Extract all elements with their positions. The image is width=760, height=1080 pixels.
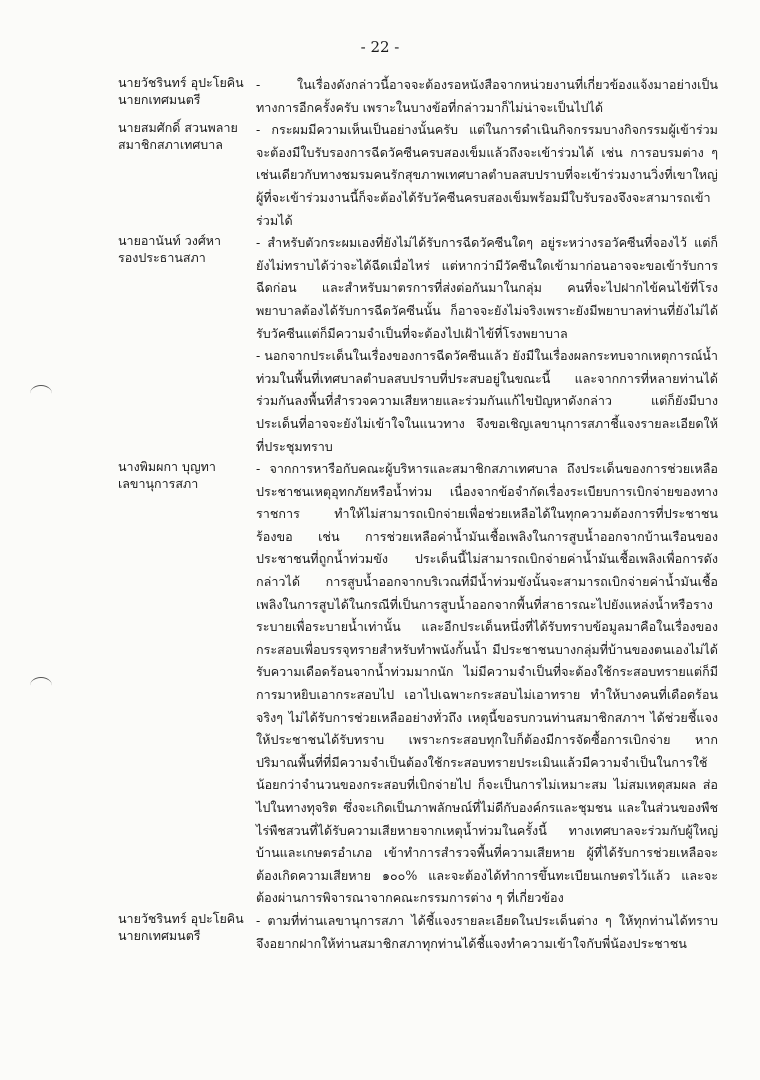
speech-entry xyxy=(118,910,718,955)
speech-paragraph: - สำหรับตัวกระผมเองที่ยังไม่ได้รับการฉีดวัคซีนใดๆ อยู่ระหว่างรอวัคซีนที่จองไว้ แต่ก็ยังไม่ทราบได้ว่าจะได้ฉีดเมื่อไหร่ แต่หากว่ามีวัคซีนใดเข้ามาก่อนอาจจะขอเข้ารับการฉีดก่อน และสำหรับมาตรการที่ส่งต่อกันมาในกลุ่ม คนที่จะไปฝากไข้คนไข้ที่โรงพยาบาลต้องได้รับการฉีดวัคซีนนั้น ก็อาจจะยังไม่จริงเพราะยังมีพยาบาลท่านที่ยังไม่ได้รับวัคซีนแต่ก็มีความจำเป็นที่จะต้องไปเฝ้าไข้ที่โรงพยาบาล xyxy=(256,235,718,341)
speech-body xyxy=(256,232,718,458)
punch-hole-mark xyxy=(30,677,52,694)
speaker-block xyxy=(118,232,256,266)
speech-entry xyxy=(118,458,718,910)
speech-entry xyxy=(118,119,718,232)
speaker-name: นายวัชรินทร์ อุปะโยคิน xyxy=(118,910,244,926)
speech-body xyxy=(256,119,718,232)
punch-hole-mark xyxy=(30,385,52,402)
speaker-name: นายสมศักดิ์ สวนพลาย xyxy=(118,120,238,136)
speaker-title: นายกเทศมนตรี xyxy=(118,92,201,107)
speech-paragraph: - ตามที่ท่านเลขานุการสภา ได้ชี้แจงรายละเอียดในประเด็นต่าง ๆ ให้ทุกท่านได้ทราบ จึงอยากฝากให้ท่านสมาชิกสภาทุกท่านได้ชี้แจงทำความเข้าใจกับพี่น้องประชาชน xyxy=(256,912,718,951)
speaker-name: นางพิมผกา บุญทา xyxy=(118,459,216,475)
speaker-block xyxy=(118,119,256,153)
page-number: - 22 - xyxy=(360,38,400,56)
speech-paragraph: - กระผมมีความเห็นเป็นอย่างนั้นครับ แต่ในการดำเนินกิจกรรมบางกิจกรรมผู้เข้าร่วมจะต้องมีใบรับรองการฉีดวัคซีนครบสองเข็มแล้วถึงจะเข้าร่วมได้ เช่น การอบรมต่าง ๆ เช่นเดียวกับทางชมรมคนรักสุขภาพเทศบาลตำบลสบปราบที่จะเข้าร่วมงานวิ่งที่เขาใหญ่ผู้ที่จะเข้าร่วมงานนี้ก็จะต้องได้รับวัคซีนครบสองเข็มพร้อมมีใบรับรองจึงจะสามารถเข้าร่วมได้ xyxy=(256,122,718,228)
speaker-title: นายกเทศมนตรี xyxy=(118,927,201,943)
minutes-body xyxy=(118,74,718,955)
speech-paragraph: - นอกจากประเด็นในเรื่องของการฉีดวัคซีนแล้ว ยังมีในเรื่องผลกระทบจากเหตุการณ์น้ำท่วมในพื้นที่เทศบาลตำบลสบปราบที่ประสบอยู่ในขณะนี้ และจากการที่หลายท่านได้ร่วมกันลงพื้นที่สำรวจความเสียหายและร่วมกันแก้ไขปัญหาดังกล่าว แต่ก็ยังมีบางประเด็นที่อาจจะยังไม่เข้าใจในแนวทาง จึงขอเชิญเลขานุการสภาชี้แจงรายละเอียดให้ที่ประชุมทราบ xyxy=(256,348,718,454)
speaker-block xyxy=(118,74,256,108)
speech-entry xyxy=(118,74,718,119)
speech-entry xyxy=(118,232,718,458)
speaker-title: สมาชิกสภาเทศบาล xyxy=(118,137,223,153)
speaker-title: รองประธานสภา xyxy=(118,250,206,266)
speaker-block xyxy=(118,458,256,492)
speech-body xyxy=(256,458,718,910)
speech-paragraph: - จากการหารือกับคณะผู้บริหารและสมาชิกสภาเทศบาล ถึงประเด็นของการช่วยเหลือประชาชนเหตุอุทกภัยหรือน้ำท่วม เนื่องจากข้อจำกัดเรื่องระเบียบการเบิกจ่ายของทางราชการ ทำให้ไม่สามารถเบิกจ่ายเพื่อช่วยเหลือได้ในทุกความต้องการที่ประชาชนร้องขอ เช่น การช่วยเหลือค่าน้ำมันเชื้อเพลิงในการสูบน้ำออกจากบ้านเรือนของประชาชนที่ถูกน้ำท่วมขัง ประเด็นนี้ไม่สามารถเบิกจ่ายค่าน้ำมันเชื้อเพลิงเพื่อการดังกล่าวได้ การสูบน้ำออกจากบริเวณที่มีน้ำท่วมขังนั้นจะสามารถเบิกจ่ายค่าน้ำมันเชื้อเพลิงในการสูบได้ในกรณีที่เป็นการสูบน้ำออกจากพื้นที่สาธารณะไปยังแหล่งน้ำหรือรางระบายเพื่อระบายน้ำเท่านั้น และอีกประเด็นหนึ่งที่ได้รับทราบข้อมูลมาคือในเรื่องของกระสอบเพื่อบรรจุทรายสำหรับทำพนังกั้นน้ำ มีประชาชนบางกลุ่มที่บ้านของตนเองไม่ได้รับความเดือดร้อนจากน้ำท่วมมากนัก ไม่มีความจำเป็นที่จะต้องใช้กระสอบทรายแต่ก็มีการมาหยิบเอากระสอบไป เอาไปเฉพาะกระสอบไม่เอาทราย ทำให้บางคนที่เดือดร้อนจริงๆ ไม่ได้รับการช่วยเหลืออย่างทั่วถึง เหตุนี้ขอรบกวนท่านสมาชิกสภาฯ ได้ช่วยชี้แจงให้ประชาชนได้รับทราบ เพราะกระสอบทุกใบก็ต้องมีการจัดซื้อการเบิกจ่าย หากปริมาณพื้นที่ที่มีความจำเป็นต้องใช้กระสอบทรายประเมินแล้วมีความจำเป็นในการใช้น้อยกว่าจำนวนของกระสอบที่เบิกจ่ายไป ก็จะเป็นการไม่เหมาะสม ไม่สมเหตุสมผล ส่อไปในทางทุจริต ซึ่งจะเกิดเป็นภาพลักษณ์ที่ไม่ดีกับองค์กรและชุมชน และในส่วนของพืชไร่พืชสวนที่ได้รับความเสียหายจากเหตุน้ำท่วมในครั้งนี้ ทางเทศบาลจะร่วมกับผู้ใหญ่บ้านและเกษตรอำเภอ เข้าทำการสำรวจพื้นที่ความเสียหาย ผู้ที่ได้รับการช่วยเหลือจะต้องเกิดความเสียหาย ๑๐๐% และจะต้องได้ทำการขึ้นทะเบียนเกษตรไว้แล้ว และจะต้องผ่านการพิจารณาจากคณะกรรมการต่าง ๆ ที่เกี่ยวข้อง xyxy=(256,461,718,906)
speaker-title: เลขานุการสภา xyxy=(118,476,199,492)
speaker-name: นายวัชรินทร์ อุปะโยคิน xyxy=(118,75,244,90)
speech-paragraph: - ในเรื่องดังกล่าวนี้อาจจะต้องรอหนังสือจากหน่วยงานที่เกี่ยวข้องแจ้งมาอย่างเป็นทางการอีกครั้งครับ เพราะในบางข้อที่กล่าวมาก็ไม่น่าจะเป็นไปได้ xyxy=(256,77,718,115)
speaker-block xyxy=(118,910,256,944)
speech-body xyxy=(256,910,718,955)
speech-body xyxy=(256,74,718,119)
speaker-name: นายอานันท์ วงศ์หา xyxy=(118,233,222,249)
